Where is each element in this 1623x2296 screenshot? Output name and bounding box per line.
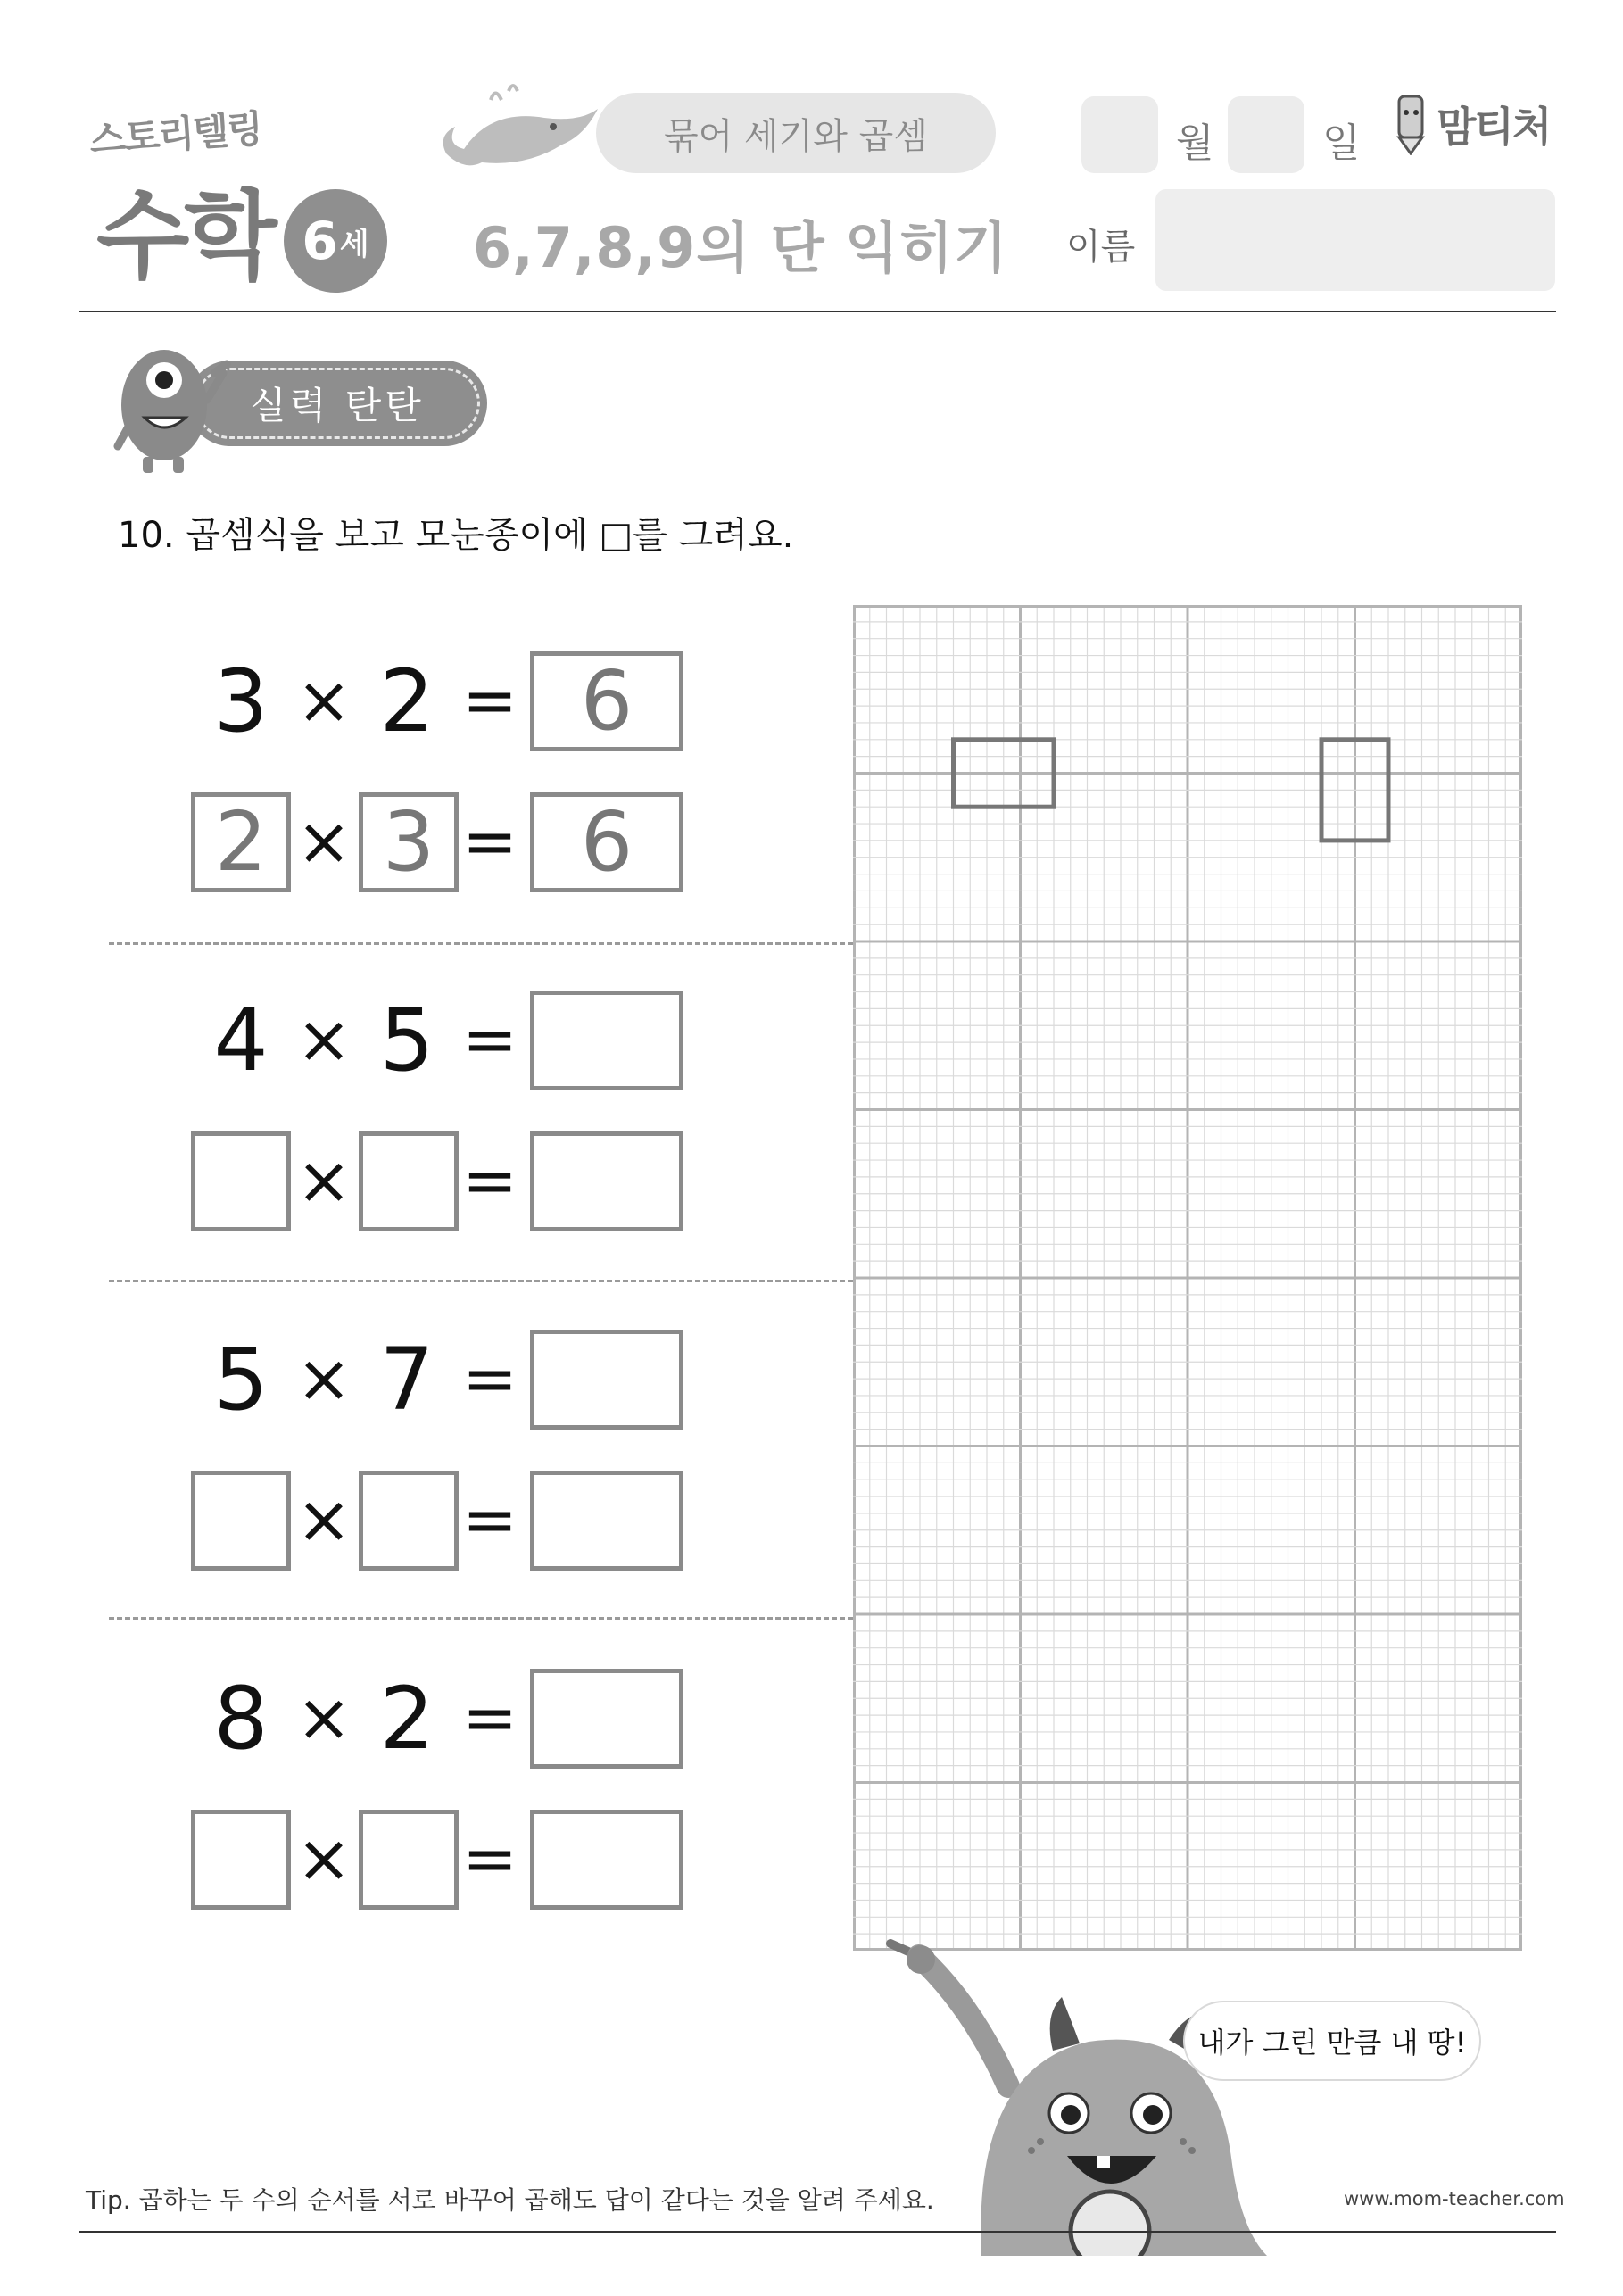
tip-text: Tip. 곱하는 두 수의 순서를 서로 바꾸어 곱해도 답이 같다는 것을 알려 주세요.: [86, 2185, 934, 2215]
logo-age-number: 6: [302, 211, 338, 271]
swap-factor-box[interactable]: [359, 1131, 459, 1231]
swap-factor-box[interactable]: [359, 1471, 459, 1571]
times-sign: ×: [295, 1679, 352, 1756]
times-sign: ×: [295, 1481, 352, 1558]
swap-factor-box[interactable]: [191, 1810, 291, 1910]
speech-bubble: 내가 그린 만큼 내 땅!: [1185, 2002, 1479, 2079]
month-field[interactable]: [1081, 96, 1158, 173]
problem-divider: [109, 1617, 853, 1620]
day-field[interactable]: [1228, 96, 1304, 173]
header-divider: [79, 311, 1556, 312]
month-label: 월: [1176, 120, 1214, 166]
swap-factor-box[interactable]: [191, 1131, 291, 1231]
swap-factor-box[interactable]: [359, 1810, 459, 1910]
answer-box[interactable]: [530, 1810, 683, 1910]
logo-age-badge: [284, 189, 387, 293]
problem-divider: [109, 1280, 853, 1282]
factor-b: 2: [379, 651, 435, 751]
equals-sign: =: [461, 1001, 518, 1078]
whale-illustration: [428, 82, 607, 189]
topic-pill: 묶어 세기와 곱셈: [596, 93, 996, 173]
monster-mascot-illustration: [874, 1935, 1338, 2256]
equals-sign: =: [461, 1340, 518, 1417]
name-field[interactable]: [1155, 189, 1555, 291]
answer-box[interactable]: [530, 991, 683, 1090]
day-label: 일: [1322, 120, 1361, 166]
factor-a: 3: [213, 651, 269, 751]
times-sign: ×: [295, 803, 352, 880]
answer-box[interactable]: [530, 1669, 683, 1769]
times-sign: ×: [295, 662, 352, 739]
brand-logo: [1392, 93, 1550, 155]
logo-subject-text: 수학: [96, 181, 272, 293]
times-sign: ×: [295, 1340, 352, 1417]
one-eyed-mascot-icon: [109, 328, 234, 480]
lesson-title: 6,7,8,9의 단 익히기: [473, 215, 1008, 280]
answer-box[interactable]: [530, 1471, 683, 1571]
factor-b: 7: [379, 1330, 435, 1430]
answer-box[interactable]: 6: [530, 792, 683, 892]
footer-divider: [79, 2231, 1556, 2233]
logo-series-text: 스토리텔링: [87, 106, 263, 162]
pencil-icon: [1392, 93, 1431, 155]
factor-a: 5: [213, 1330, 269, 1430]
swap-factor-box[interactable]: 2: [191, 792, 291, 892]
answer-box[interactable]: [530, 1131, 683, 1231]
equals-sign: =: [461, 803, 518, 880]
equals-sign: =: [461, 1481, 518, 1558]
factor-a: 4: [213, 991, 269, 1090]
factor-a: 8: [213, 1669, 269, 1769]
times-sign: ×: [295, 1820, 352, 1897]
graph-paper-grid[interactable]: [853, 605, 1522, 1951]
equals-sign: =: [461, 662, 518, 739]
brand-text: 맘티처: [1437, 103, 1551, 151]
times-sign: ×: [295, 1001, 352, 1078]
logo-age-unit: 세: [339, 226, 369, 262]
equals-sign: =: [461, 1142, 518, 1219]
question-prompt: 10. 곱셈식을 보고 모눈종이에 □를 그려요.: [118, 515, 794, 556]
name-label: 이름: [1066, 227, 1136, 268]
factor-b: 2: [379, 1669, 435, 1769]
equals-sign: =: [461, 1679, 518, 1756]
swap-factor-box[interactable]: 3: [359, 792, 459, 892]
answer-box[interactable]: 6: [530, 651, 683, 751]
swap-factor-box[interactable]: [191, 1471, 291, 1571]
section-badge-label: 실력 탄탄: [250, 384, 425, 427]
factor-b: 5: [379, 991, 435, 1090]
answer-box[interactable]: [530, 1330, 683, 1430]
website-url: www.mom-teacher.com: [1344, 2188, 1565, 2209]
times-sign: ×: [295, 1142, 352, 1219]
equals-sign: =: [461, 1820, 518, 1897]
problem-divider: [109, 942, 853, 945]
